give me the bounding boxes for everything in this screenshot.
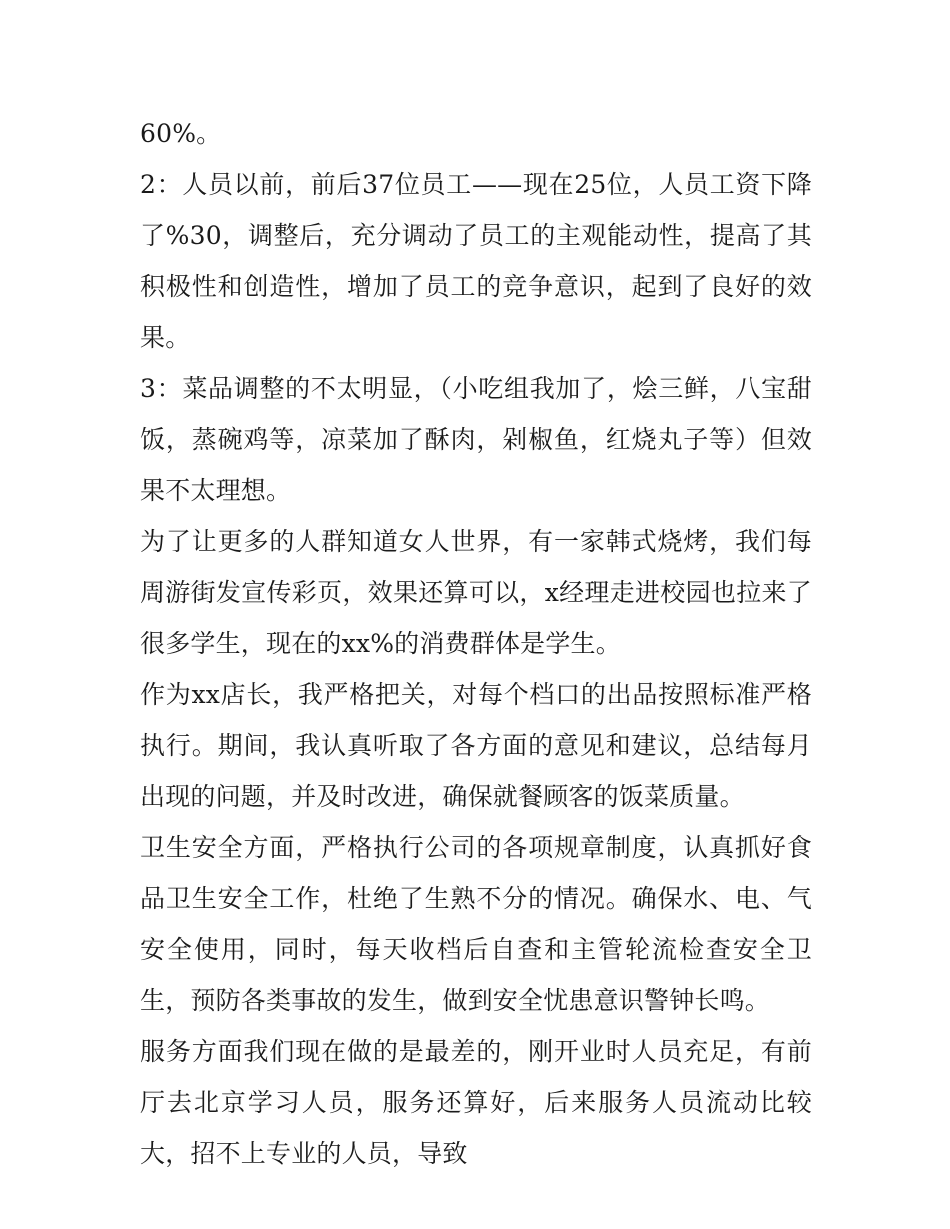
document-body bbox=[140, 108, 812, 1179]
paragraph-6: 卫生安全方面，严格执行公司的各项规章制度，认真抓好食品卫生安全工作，杜绝了生熟不分的情况。确保水、电、气安全使用，同时，每天收档后自查和主管轮流检查安全卫生，预防各类事故的发生，做到安全忧患意识警钟长鸣。 bbox=[140, 833, 812, 1015]
paragraph-1: 60%。 bbox=[140, 119, 222, 148]
paragraph-3: 3：菜品调整的不太明显，（小吃组我加了，烩三鲜，八宝甜饭，蒸碗鸡等，凉菜加了酥肉，剁椒鱼，红烧丸子等）但效果不太理想。 bbox=[140, 374, 812, 505]
paragraph-2: 2：人员以前，前后37位员工——现在25位，人员工资下降了%30，调整后，充分调动了员工的主观能动性，提高了其积极性和创造性，增加了员工的竞争意识，起到了良好的效果。 bbox=[140, 170, 812, 352]
paragraph-7: 服务方面我们现在做的是最差的，刚开业时人员充足，有前厅去北京学习人员，服务还算好，后来服务人员流动比较大，招不上专业的人员，导致 bbox=[140, 1037, 812, 1168]
paragraph-4: 为了让更多的人群知道女人世界，有一家韩式烧烤，我们每周游街发宣传彩页，效果还算可以，x经理走进校园也拉来了很多学生，现在的xx%的消费群体是学生。 bbox=[140, 527, 812, 658]
paragraph-5: 作为xx店长，我严格把关，对每个档口的出品按照标准严格执行。期间，我认真听取了各方面的意见和建议，总结每月出现的问题，并及时改进，确保就餐顾客的饭菜质量。 bbox=[140, 680, 812, 811]
